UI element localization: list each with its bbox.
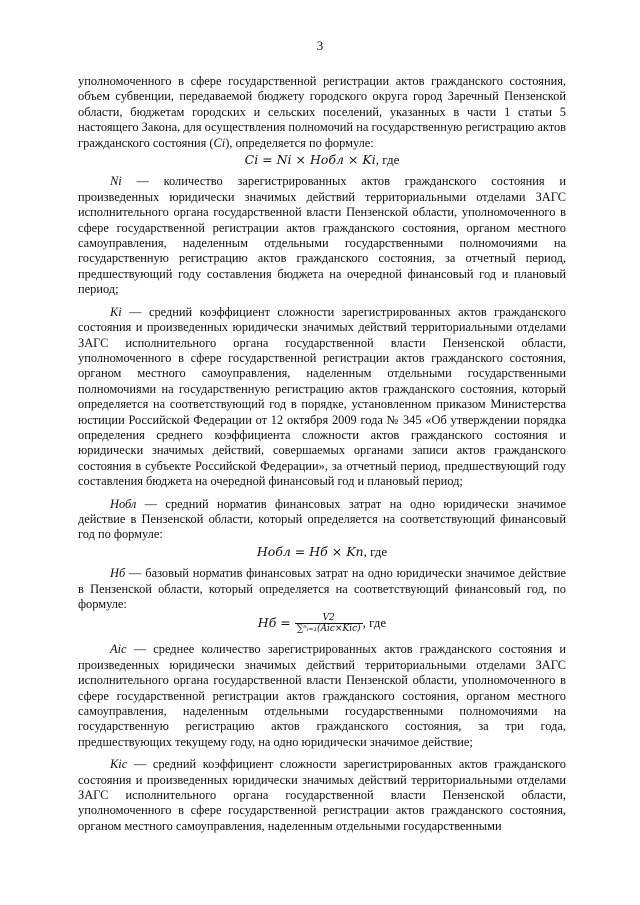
formula-hb: Hб = $\frac{V2}{\text{∑ⁿᵢ₌₁(Aiс×Kiс)}}$ , где <box>257 613 387 635</box>
paragraph-kic: Kiс — средний коэффициент сложности зарегистрированных актов гражданского состояния и произведенных юридически значимых действий территориальными отделами ЗАГС исполнительного органа государственной власти Пензенской области, уполномоченного в сфере государственной регистрации актов гражданского состояния, органом местного самоуправления, наделенным отдельными государственными <box>78 757 566 833</box>
paragraph-ki: Ki — средний коэффициент сложности зарегистрированных актов гражданского состояния и произведенных юридически значимых действий территориальными отделами ЗАГС исполнительного органа государственной власти Пензенской области, уполномоченного в сфере государственной регистрации актов гражданского состояния, органом местного самоуправления, наделенным отдельными государственными полномочиями на государственную регистрацию актов гражданского состояния, который определяется на соответствующий год в порядке, установленном приказом Министерства юстиции Российской Федерации от 12 октября 2009 года № 345 «Об утверждении порядка определения среднего коэффициента сложности актов гражданского состояния и юридически значимых действий, совершаемых органами записи актов гражданского состояния в субъекте Российской Федерации», за отчетный период, предшествующий году составления бюджета на очередной финансовый год и плановый период; <box>78 304 566 489</box>
page-number: 3 <box>316 38 324 53</box>
paragraph-intro: уполномоченного в сфере государственной регистрации актов гражданского состояния, объем субвенции, передаваемой бюджету городского округа город Заречный Пензенской области, бюджетам городских и сельских поселений, указанных в части 1 статьи 5 настоящего Закона, для осуществления полномочий на государственную регистрацию актов гражданского состояния (Сi), определяется по формуле: <box>78 74 566 150</box>
paragraph-hobl: Hобл — средний норматив финансовых затрат на одно юридически значимое действие в Пензенской области, который определяется на соответствующий финансовый год по формуле: <box>78 496 566 542</box>
paragraph-hb: Hб — базовый норматив финансовых затрат на одно юридически значимое действие в Пензенской области, который определяется на соответствующий финансовый год, по формуле: <box>78 566 566 611</box>
formula-hobl: Hобл = Hб × Kп, где <box>256 543 388 559</box>
paragraph-aic: Aiс — среднее количество зарегистрированных актов гражданского состояния и произведенных юридически значимых действий территориальными отделами ЗАГС исполнительного органа государственной власти Пензенской области, уполномоченного в сфере государственной регистрации актов гражданского состояния, органом местного самоуправления, наделенным отдельными государственными полномочиями на государственную регистрацию актов гражданского состояния, за три года, предшествующих текущему году, на одно юридически значимое действие; <box>78 642 566 749</box>
formula-ci: Ci = Ni × Hобл × Ki, где <box>244 152 400 168</box>
formula-hb-fraction: $\frac{V2}{\text{∑ⁿᵢ₌₁(Aiс×Kiс)}}$ <box>296 613 361 635</box>
document-body <box>78 74 566 834</box>
paragraph-ni: Ni — количество зарегистрированных актов гражданского состояния и произведенных юридически значимых действий территориальными отделами ЗАГС исполнительного органа государственной власти Пензенской области, уполномоченного в сфере государственной регистрации актов гражданского состояния, органом местного самоуправления, наделенным отдельными государственными полномочиями на государственную регистрацию актов гражданского состояния, за отчетный период, предшествующий году составления бюджета на очередной финансовый год и плановый период; <box>78 174 566 297</box>
